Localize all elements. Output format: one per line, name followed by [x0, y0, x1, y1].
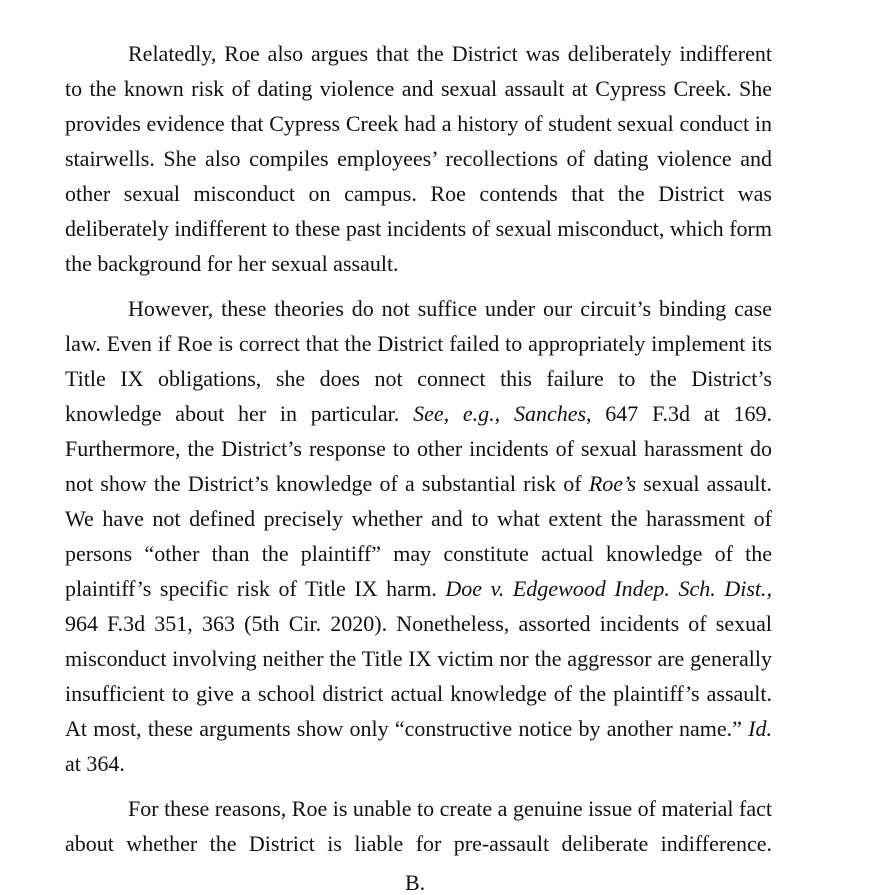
citation-italic-text: Id.: [748, 716, 772, 741]
body-text: at 364.: [65, 751, 125, 776]
next-section-heading-cutoff: [405, 870, 435, 895]
body-text: ,: [494, 401, 514, 426]
body-text: , 647 F.3d at 169. Furthermore, the District’s response to other incidents of sexual harassment do not show the District’s knowledge of a substantial risk of: [65, 401, 772, 496]
citation-italic-text: Sanches: [513, 401, 587, 426]
body-text: Relatedly, Roe also argues that the District was deliberately indifferent to the known risk of dating violence and sexual assault at Cypress Creek. She provides evidence that Cypress Creek had a history of student sexual conduct in stairwells. She also compiles employees’ recollections of dating violence and other sexual misconduct on campus. Roe contends that the District was deliberately indifferent to these past incidents of sexual misconduct, which form the background for her sexual assault.: [65, 41, 772, 276]
body-text: However, these theories do not suffice under our circuit’s binding case law. Even if Roe is correct that the District failed to appropriately implement its Title IX obligations, she does not connect this failure to the District’s knowledge about her in particular.: [65, 296, 772, 426]
opinion-page: [65, 36, 772, 871]
paragraph-however: [65, 291, 772, 781]
body-text: sexual assault. We have not defined precisely whether and to what extent the harassment of persons “other than the plaintiff” may constitute actual knowledge of the plaintiff’s specific risk of Title IX harm.: [65, 471, 772, 601]
body-text: , 964 F.3d 351, 363 (5th Cir. 2020). Nonetheless, assorted incidents of sexual misconduct involving neither the Title IX victim nor the aggressor are generally insufficient to give a school district actual knowledge of the plaintiff’s assault. At most, these arguments show only “constructive notice by another name.”: [65, 576, 772, 741]
paragraph-for-these-reasons: [65, 791, 772, 861]
citation-italic-text: See, e.g.: [413, 401, 495, 426]
citation-italic-text: Roe’s: [588, 471, 637, 496]
body-text: For these reasons, Roe is unable to create a genuine issue of material fact about whether the District is liable for pre-assault deliberate indifference.: [65, 796, 772, 856]
cutoff-heading-text: B.: [405, 870, 426, 895]
paragraph-relatedly: [65, 36, 772, 281]
citation-italic-text: Doe v. Edgewood Indep. Sch. Dist.: [445, 576, 767, 601]
